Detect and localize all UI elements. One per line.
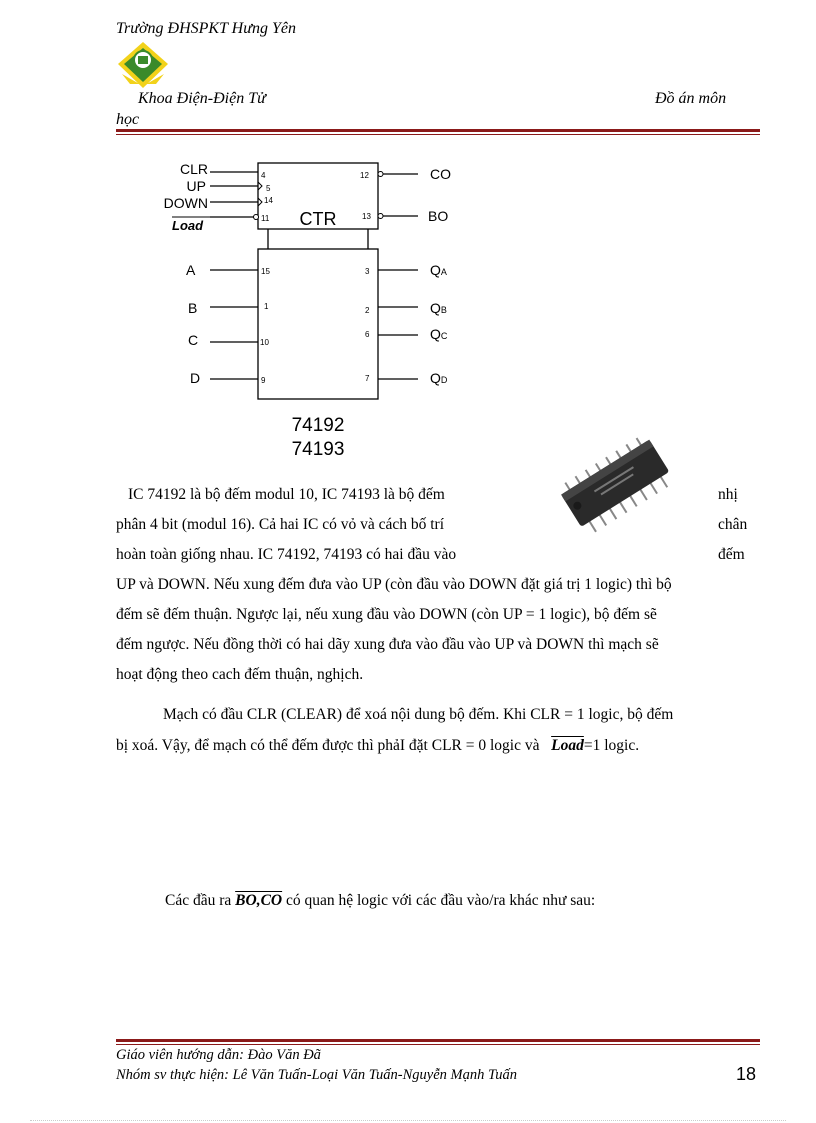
pin-3: 3 — [365, 267, 370, 276]
para1-line3-end: đếm — [718, 546, 745, 563]
header-rule-thin — [116, 134, 760, 135]
header-rule — [116, 129, 760, 132]
footer-rule — [116, 1039, 760, 1042]
course-title: Đồ án môn — [655, 90, 727, 107]
output-label-qa: Q — [430, 262, 441, 278]
para1-line5: đếm sẽ đếm thuận. Ngược lại, nếu xung đầu vào DOWN (còn UP = 1 logic), bộ đếm sẽ — [116, 606, 657, 623]
output-sub-qd: D — [440, 375, 448, 385]
pin-5: 5 — [266, 184, 271, 193]
output-sub-qb: B — [440, 305, 447, 315]
para2-line2-text: bị xoá. Vậy, để mạch có thể đếm được thì phảI đặt CLR = 0 logic và — [116, 737, 540, 754]
ctr-label: CTR — [299, 209, 337, 229]
pin-1: 1 — [264, 302, 269, 311]
ic-chip-photo — [552, 418, 692, 540]
output-label-qb: Q — [430, 300, 441, 316]
para1-line1: IC 74192 là bộ đếm modul 10, IC 74193 là bộ đếm — [128, 486, 445, 503]
group-line: Nhóm sv thực hiện: Lê Văn Tuấn-Loại Văn Tuấn-Nguyễn Mạnh Tuấn — [116, 1067, 518, 1083]
course-title-cont: học — [116, 111, 140, 128]
input-label-c: C — [188, 332, 199, 348]
input-label-up: UP — [186, 178, 206, 194]
pin-15: 15 — [261, 267, 270, 276]
para1-line7: hoạt động theo cach đếm thuận, nghịch. — [116, 666, 364, 683]
input-label-clr: CLR — [179, 161, 208, 177]
para1-line2-end: chân — [718, 516, 748, 533]
svg-text:QC — [430, 326, 448, 342]
input-load — [172, 214, 270, 233]
input-c — [188, 332, 269, 348]
page-number: 18 — [736, 1064, 757, 1084]
input-b — [188, 300, 269, 316]
pin-10: 10 — [260, 338, 269, 347]
bo-co-symbol: BO,CO — [235, 892, 283, 909]
output-sub-qc: C — [440, 331, 448, 341]
pin-4: 4 — [261, 171, 266, 180]
advisor-line: Giáo viên hướng dẫn: Đào Văn Đã — [116, 1047, 321, 1063]
input-label-d: D — [190, 370, 201, 386]
footer-rule-thin — [116, 1044, 760, 1045]
output-label-qc: Q — [430, 326, 441, 342]
input-label-a: A — [186, 262, 196, 278]
output-label-qd: Q — [430, 370, 441, 386]
school-logo — [116, 40, 170, 90]
input-label-b: B — [188, 300, 198, 316]
part-number-74193: 74193 — [291, 439, 345, 460]
svg-text:QB — [430, 300, 447, 316]
para1-line1-end: nhị — [718, 486, 738, 503]
faculty-name: Khoa Điện-Điện Tử — [138, 90, 266, 107]
svg-text:QD — [430, 370, 448, 386]
load-symbol: Load — [551, 737, 584, 754]
para3-start: Các đầu ra — [165, 892, 232, 909]
output-label-bo: BO — [428, 208, 449, 224]
para3 — [165, 886, 595, 916]
pin-13: 13 — [362, 212, 371, 221]
para2-line1: Mạch có đầu CLR (CLEAR) để xoá nội dung bộ đếm. Khi CLR = 1 logic, bộ đếm — [163, 706, 674, 723]
school-name: Trường ĐHSPKT Hưng Yên — [116, 20, 296, 37]
para1-line6: đếm ngược. Nếu đồng thời có hai dãy xung đưa vào đầu vào UP và DOWN thì mạch sẽ — [116, 636, 659, 653]
pin-2: 2 — [365, 306, 370, 315]
pin-12: 12 — [360, 171, 369, 180]
input-d — [190, 370, 266, 386]
input-down — [164, 195, 274, 211]
para2-line2 — [116, 731, 639, 761]
para2-line2-end: =1 logic. — [583, 737, 640, 754]
para1-line3: hoàn toàn giống nhau. IC 74192, 74193 có hai đầu vào — [116, 546, 457, 563]
pin-14: 14 — [264, 196, 273, 205]
pin-7: 7 — [365, 374, 370, 383]
para1-line2: phân 4 bit (modul 16). Cả hai IC có vỏ và cách bố trí — [116, 516, 445, 533]
pin-9: 9 — [261, 376, 266, 385]
part-number-74192: 74192 — [291, 415, 345, 436]
input-label-load: Load — [172, 218, 204, 233]
input-label-down: DOWN — [163, 195, 208, 211]
output-sub-qa: A — [440, 267, 447, 277]
svg-text:QA — [430, 262, 447, 278]
pin-6: 6 — [365, 330, 370, 339]
page-edge — [30, 1120, 786, 1121]
counter-ic-diagram — [150, 155, 470, 465]
pin-11: 11 — [261, 214, 270, 223]
para1-line4: UP và DOWN. Nếu xung đếm đưa vào UP (còn đầu vào DOWN đặt giá trị 1 logic) thì bộ — [116, 576, 672, 593]
output-label-co: CO — [430, 166, 451, 182]
para3-end: có quan hệ logic với các đầu vào/ra khác như sau: — [285, 892, 596, 909]
data-block — [258, 249, 378, 399]
